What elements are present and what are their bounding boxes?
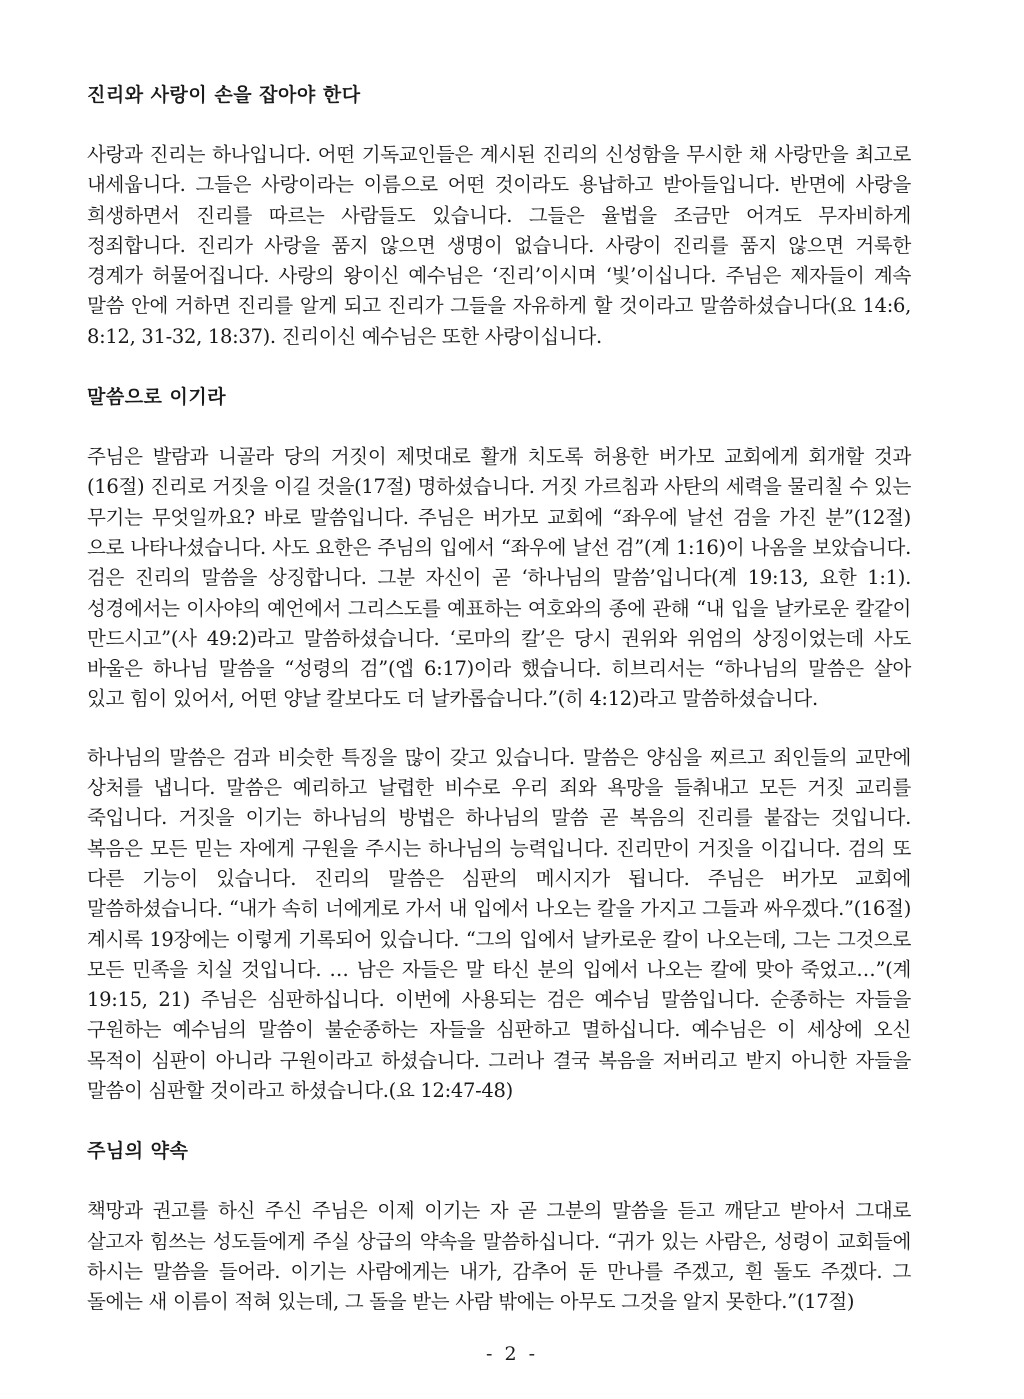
section-heading: 주님의 약속 <box>87 1140 189 1163</box>
body-paragraph: 책망과 권고를 하신 주신 주님은 이제 이기는 자 곧 그분의 말씀을 듣고 깨닫고 받아서 그대로 살고자 힘쓰는 성도들에게 주실 상급의 약속을 말씀하십니다. “귀가 있는 사람은, 성령이 교회들에 하시는 말씀을 들어라. 이기는 사람에게는 내가, 감추어 둔 만나를 주겠고, 흰 돌도 주겠다. 그 돌에는 새 이름이 적혀 있는데, 그 돌을 받는 사람 밖에는 아무도 그것을 알지 못한다.”(17절) <box>87 1199 911 1314</box>
section-heading: 진리와 사랑이 손을 잡아야 한다 <box>87 84 361 106</box>
section-heading: 말씀으로 이기라 <box>87 386 227 409</box>
document-page <box>87 78 911 1346</box>
body-paragraph: 사랑과 진리는 하나입니다. 어떤 기독교인들은 계시된 진리의 신성함을 무시한 채 사랑만을 최고로 내세웁니다. 그들은 사랑이라는 이름으로 어떤 것이라도 용납하고 받아들입니다. 반면에 사랑을 희생하면서 진리를 따르는 사람들도 있습니다. 그들은 율법을 조금만 어겨도 무자비하게 정죄합니다. 진리가 사랑을 품지 않으면 생명이 없습니다. 사랑이 진리를 품지 않으면 거룩한 경계가 허물어집니다. 사랑의 왕이신 예수님은 ‘진리’이시며 ‘빛’이십니다. 주님은 제자들이 계속 말씀 안에 거하면 진리를 알게 되고 진리가 그들을 자유하게 할 것이라고 말씀하셨습니다(요 14:6, 8:12, 31-32, 18:37). 진리이신 예수님은 또한 사랑이십니다. <box>87 143 911 348</box>
body-paragraph: 하나님의 말씀은 검과 비슷한 특징을 많이 갖고 있습니다. 말씀은 양심을 찌르고 죄인들의 교만에 상처를 냅니다. 말씀은 예리하고 날렵한 비수로 우리 죄와 욕망을 들춰내고 모든 거짓 교리를 죽입니다. 거짓을 이기는 하나님의 방법은 하나님의 말씀 곧 복음의 진리를 붙잡는 것입니다. 복음은 모든 믿는 자에게 구원을 주시는 하나님의 능력입니다. 진리만이 거짓을 이깁니다. 검의 또 다른 기능이 있습니다. 진리의 말씀은 심판의 메시지가 됩니다. 주님은 버가모 교회에 말씀하셨습니다. “내가 속히 너에게로 가서 내 입에서 나오는 칼을 가지고 그들과 싸우겠다.”(16절) 계시록 19장에는 이렇게 기록되어 있습니다. “그의 입에서 날카로운 칼이 나오는데, 그는 그것으로 모든 민족을 치실 것입니다. … 남은 자들은 말 타신 분의 입에서 나오는 칼에 맞아 죽었고…”(계 19:15, 21) 주님은 심판하십니다. 이번에 사용되는 검은 예수님 말씀입니다. 순종하는 자들을 구원하는 예수님의 말씀이 불순종하는 자들을 심판하고 멸하십니다. 예수님은 이 세상에 오신 목적이 심판이 아니라 구원이라고 하셨습니다. 그러나 결국 복음을 저버리고 받지 아니한 자들을 말씀이 심판할 것이라고 하셨습니다.(요 12:47-48) <box>87 745 911 1103</box>
page-number: - 2 - <box>485 1343 538 1365</box>
body-paragraph: 주님은 발람과 니골라 당의 거짓이 제멋대로 활개 치도록 허용한 버가모 교회에게 회개할 것과(16절) 진리로 거짓을 이길 것을(17절) 명하셨습니다. 거짓 가르침과 사탄의 세력을 물리칠 수 있는 무기는 무엇일까요? 바로 말씀입니다. 주님은 버가모 교회에 “좌우에 날선 검을 가진 분”(12절)으로 나타나셨습니다. 사도 요한은 주님의 입에서 “좌우에 날선 검”(계 1:16)이 나옴을 보았습니다. 검은 진리의 말씀을 상징합니다. 그분 자신이 곧 ‘하나님의 말씀’입니다(계 19:13, 요한 1:1). 성경에서는 이사야의 예언에서 그리스도를 예표하는 여호와의 종에 관해 “내 입을 날카로운 칼같이 만드시고”(사 49:2)라고 말씀하셨습니다. ‘로마의 칼’은 당시 권위와 위엄의 상징이었는데 사도 바울은 하나님 말씀을 “성령의 검”(엡 6:17)이라 했습니다. 히브리서는 “하나님의 말씀은 살아 있고 힘이 있어서, 어떤 양날 칼보다도 더 날카롭습니다.”(히 4:12)라고 말씀하셨습니다. <box>87 445 911 711</box>
